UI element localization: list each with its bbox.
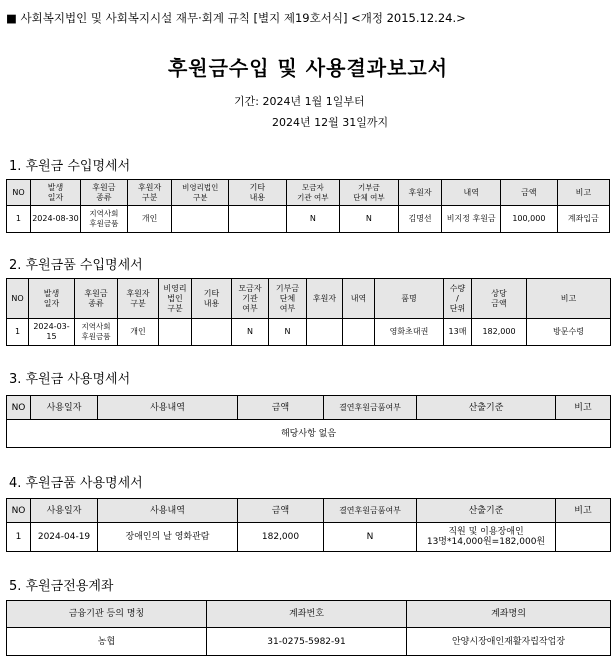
period-start: 기간: 2024년 1월 1일부터 xyxy=(234,95,365,108)
table-row xyxy=(7,206,610,233)
cell-account-holder: 안양시장애인재활자립작업장 xyxy=(407,628,611,656)
header-cell: 상당 금액 xyxy=(472,279,527,319)
header-cell: 비고 xyxy=(556,499,611,523)
cell-item-name: 영화초대권 xyxy=(375,319,444,346)
header-cell: 비고 xyxy=(527,279,611,319)
donation-usage-table xyxy=(6,395,611,448)
cell-fundraiser: N xyxy=(232,319,269,346)
donation-income-table xyxy=(6,179,610,233)
header-cell: 후원자 구분 xyxy=(118,279,159,319)
cell-detail: 비지정 후원금 xyxy=(442,206,501,233)
header-cell: 산출기준 xyxy=(417,499,556,523)
cell-fundraiser: N xyxy=(286,206,339,233)
cell-sponsorship: N xyxy=(324,523,417,552)
header-cell: 후원자 구분 xyxy=(127,180,172,206)
cell-usage: 장애인의 날 영화관람 xyxy=(98,523,238,552)
header-cell: 사용내역 xyxy=(98,499,238,523)
header-cell: 비고 xyxy=(556,396,611,420)
section-4-title: 4. 후원금품 사용명세서 xyxy=(9,476,143,491)
header-cell: 산출기준 xyxy=(417,396,556,420)
cell-value: 182,000 xyxy=(472,319,527,346)
header-cell: 기부금 단체 여부 xyxy=(269,279,307,319)
cell-date: 2024-04-19 xyxy=(31,523,98,552)
table-header-row xyxy=(7,180,610,206)
header-cell: 기부금 단체 여부 xyxy=(340,180,399,206)
header-cell: 비고 xyxy=(557,180,609,206)
table-row xyxy=(7,420,611,448)
cell-account-number: 31-0275-5982-91 xyxy=(207,628,407,656)
cell-note: 계좌입금 xyxy=(557,206,609,233)
cell-nonprofit xyxy=(159,319,192,346)
table-row xyxy=(7,523,611,552)
cell-amount: 182,000 xyxy=(238,523,324,552)
cell-donation-org: N xyxy=(340,206,399,233)
header-cell: NO xyxy=(7,499,31,523)
period-end: 2024년 12월 31일까지 xyxy=(272,116,389,129)
cell-note xyxy=(556,523,611,552)
table-header-row xyxy=(7,601,611,628)
cell-nonprofit xyxy=(172,206,229,233)
header-cell: 발생 일자 xyxy=(29,279,75,319)
header-cell: 후원자 xyxy=(398,180,442,206)
header-cell: NO xyxy=(7,279,29,319)
header-cell: 사용일자 xyxy=(31,499,98,523)
table-row xyxy=(7,628,611,656)
header-cell: 금액 xyxy=(238,499,324,523)
cell-date: 2024-08-30 xyxy=(30,206,80,233)
header-cell: 계좌명의 xyxy=(407,601,611,628)
header-cell: 발생 일자 xyxy=(30,180,80,206)
cell-donor-kind: 개인 xyxy=(118,319,159,346)
cell-donor: 김명선 xyxy=(398,206,442,233)
account-table xyxy=(6,600,611,656)
cell-donor-kind: 개인 xyxy=(127,206,172,233)
cell-donor xyxy=(307,319,343,346)
cell-donation-org: N xyxy=(269,319,307,346)
cell-etc xyxy=(229,206,287,233)
header-cell: 후원자 xyxy=(307,279,343,319)
table-row xyxy=(7,319,611,346)
header-cell: 모금자 기관 여부 xyxy=(232,279,269,319)
header-cell: 금액 xyxy=(501,180,558,206)
cell-no: 1 xyxy=(7,523,31,552)
header-cell: 기타 내용 xyxy=(192,279,232,319)
header-cell: 내역 xyxy=(343,279,375,319)
table-header-row xyxy=(7,499,611,523)
section-2-title: 2. 후원금품 수입명세서 xyxy=(9,258,143,273)
header-cell: 결연후원금품여부 xyxy=(324,499,417,523)
header-cell: 모금자 기관 여부 xyxy=(286,180,339,206)
cell-no: 1 xyxy=(7,206,31,233)
header-cell: 내역 xyxy=(442,180,501,206)
cell-date: 2024-03-15 xyxy=(29,319,75,346)
header-cell: 품명 xyxy=(375,279,444,319)
page-title: 후원금수입 및 사용결과보고서 xyxy=(167,56,449,80)
header-cell: 사용일자 xyxy=(31,396,98,420)
cell-bank: 농협 xyxy=(7,628,207,656)
cell-amount: 100,000 xyxy=(501,206,558,233)
header-cell: 금융기관 등의 명칭 xyxy=(7,601,207,628)
table-header-row xyxy=(7,279,611,319)
cell-note: 방문수령 xyxy=(527,319,611,346)
cell-basis: 직원 및 이용장애인 13명*14,000원=182,000원 xyxy=(417,523,556,552)
header-cell: 계좌번호 xyxy=(207,601,407,628)
cell-detail xyxy=(343,319,375,346)
header-cell: NO xyxy=(7,396,31,420)
header-cell: NO xyxy=(7,180,31,206)
header-cell: 기타 내용 xyxy=(229,180,287,206)
header-cell: 비영리법인 구분 xyxy=(172,180,229,206)
cell-quantity: 13매 xyxy=(444,319,472,346)
goods-income-table xyxy=(6,278,611,346)
header-cell: 사용내역 xyxy=(98,396,238,420)
header-cell: 결연후원금품여부 xyxy=(324,396,417,420)
header-cell: 금액 xyxy=(238,396,324,420)
section-5-title: 5. 후원금전용계좌 xyxy=(9,579,114,594)
cell-etc xyxy=(192,319,232,346)
section-3-title: 3. 후원금 사용명세서 xyxy=(9,372,131,387)
form-header-note: ■ 사회복지법인 및 사회복지시설 재무·회계 규칙 [별지 제19호서식] <개정 2015.12.24.> xyxy=(6,11,466,25)
section-1-title: 1. 후원금 수입명세서 xyxy=(9,159,131,174)
cell-no: 1 xyxy=(7,319,29,346)
cell-type: 지역사회 후원금품 xyxy=(81,206,128,233)
header-cell: 수량 / 단위 xyxy=(444,279,472,319)
header-cell: 비영리 법인 구분 xyxy=(159,279,192,319)
table-header-row xyxy=(7,396,611,420)
goods-usage-table xyxy=(6,498,611,552)
cell-type: 지역사회 후원금품 xyxy=(75,319,118,346)
empty-notice: 해당사항 없음 xyxy=(7,420,611,448)
header-cell: 후원금 종류 xyxy=(75,279,118,319)
header-cell: 후원금 종류 xyxy=(81,180,128,206)
